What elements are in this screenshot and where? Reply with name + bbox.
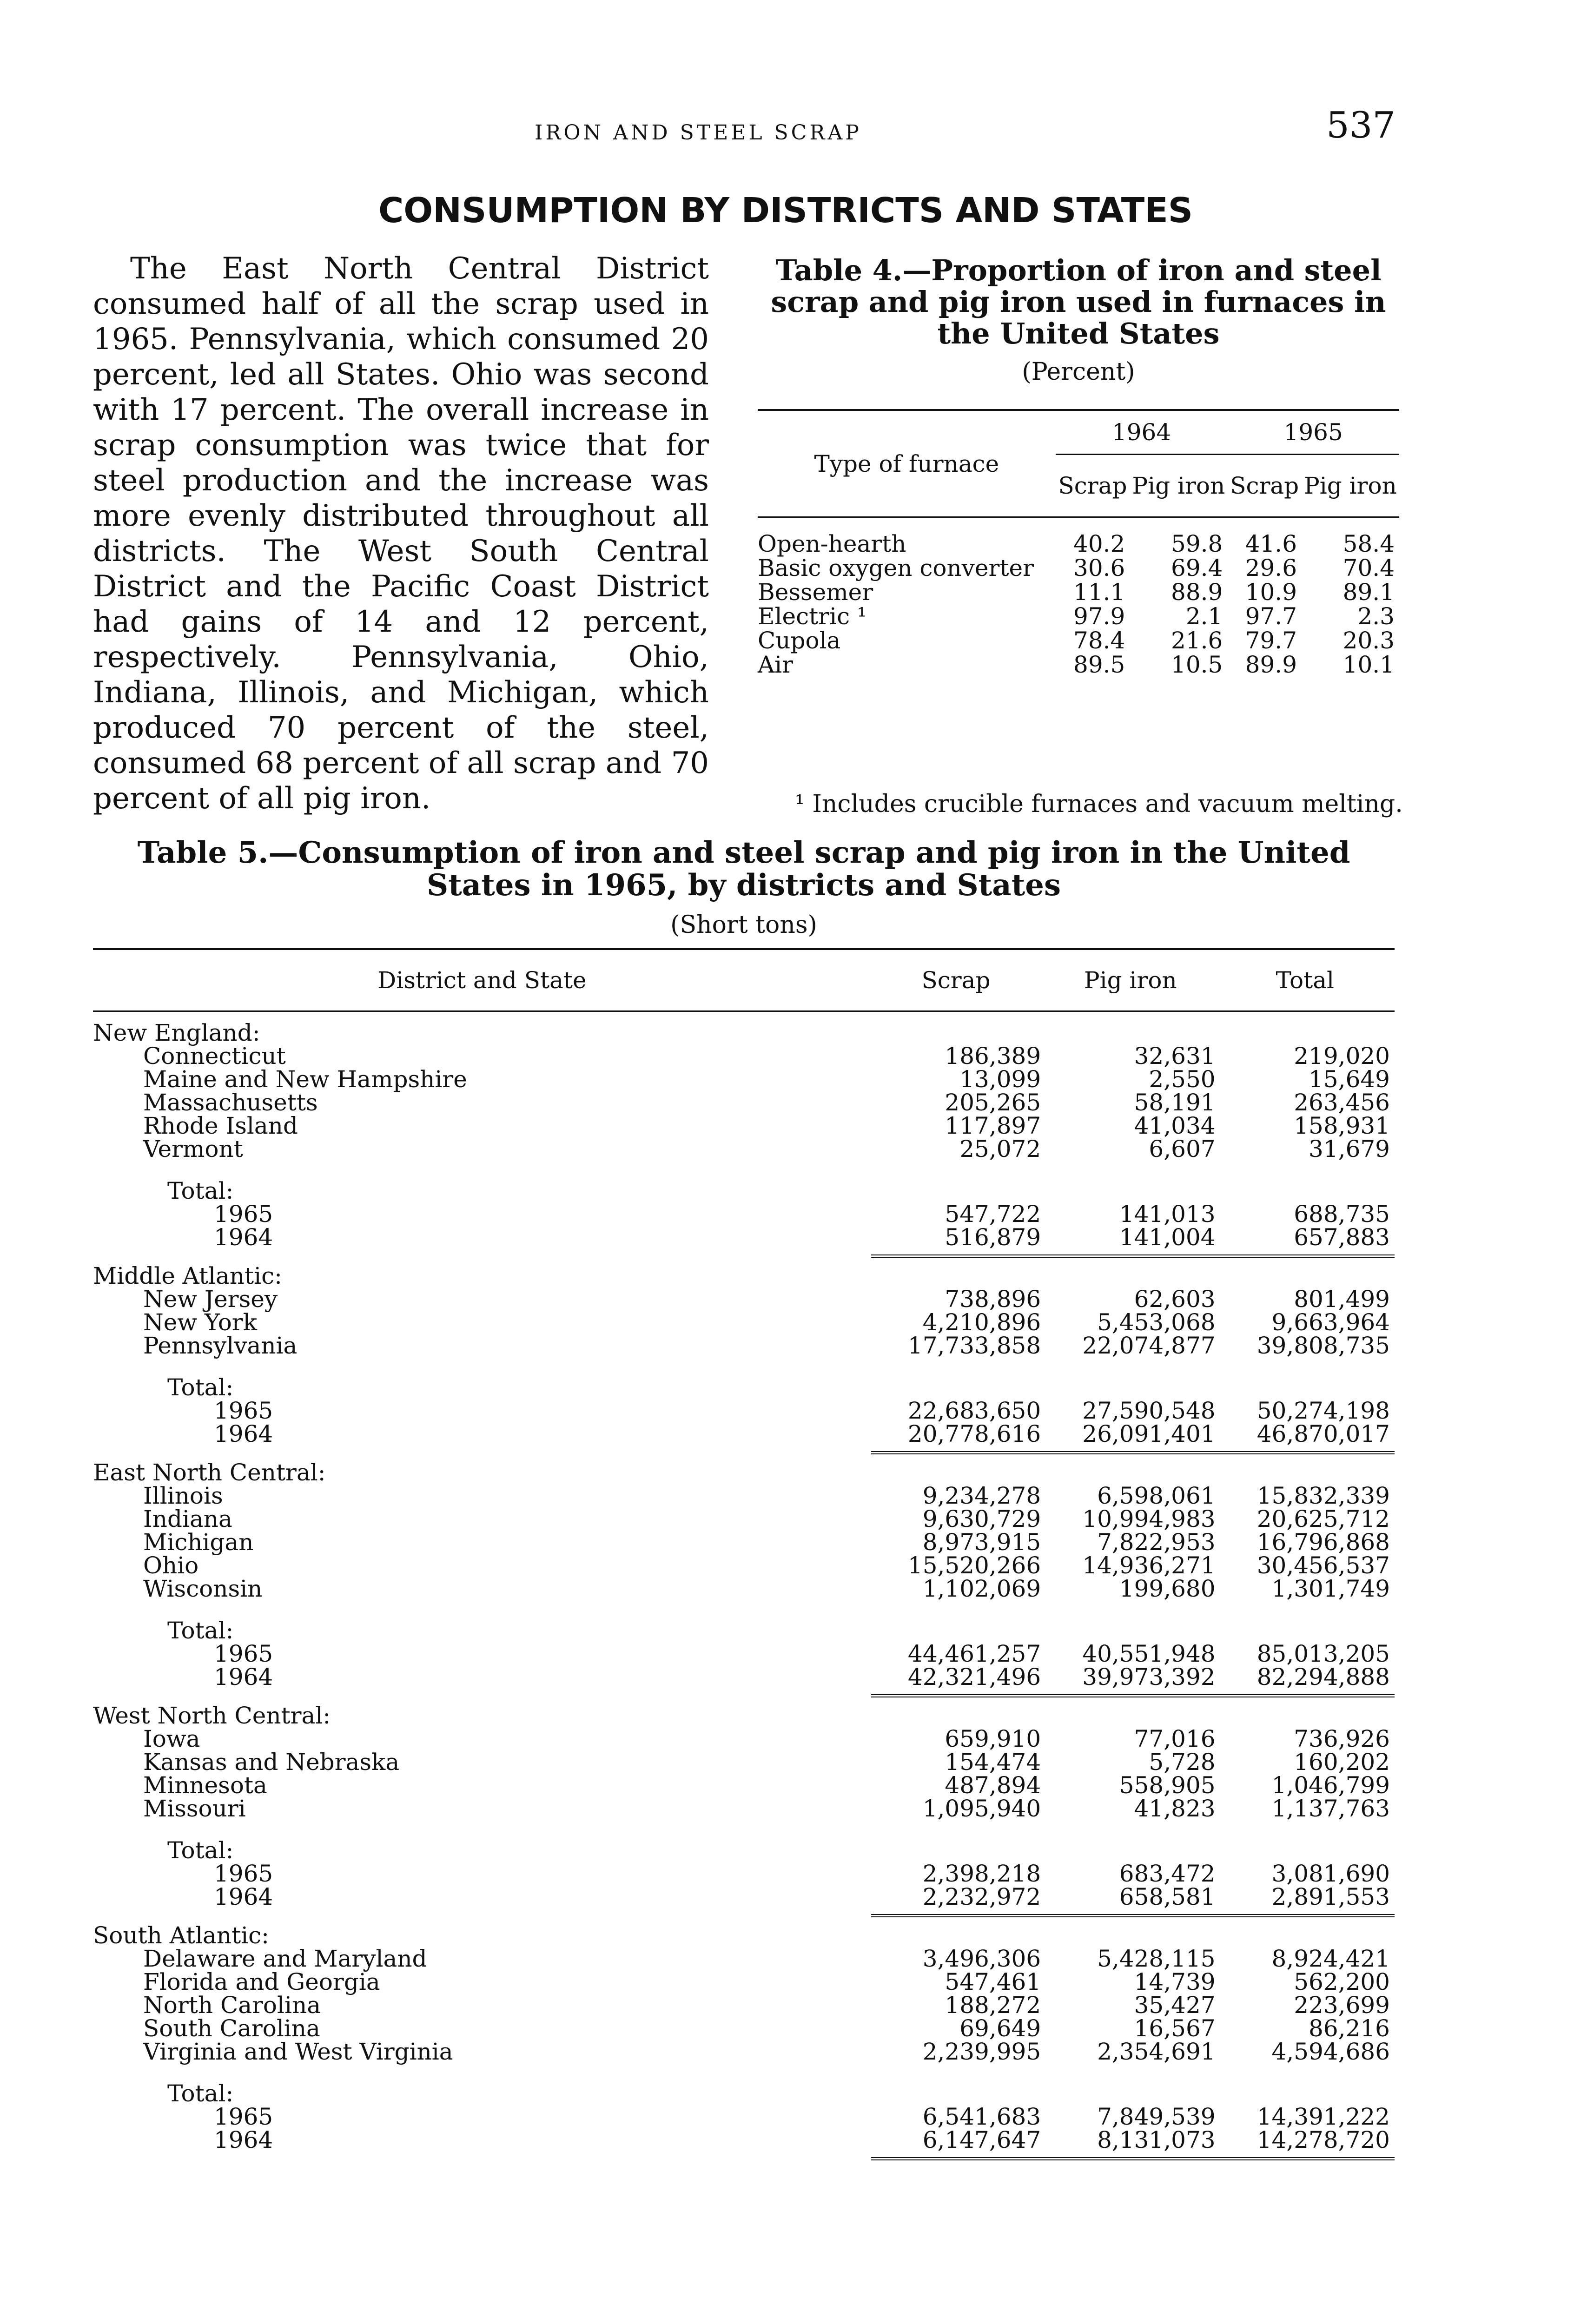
spacer-cell: [93, 1600, 1395, 1619]
state-row-cell: 15,649: [1309, 1066, 1390, 1093]
table4-row: [758, 653, 1399, 677]
table4-cell: 59.8: [1171, 530, 1223, 557]
total-label-row: [93, 1839, 1395, 1862]
state-row-label: Virginia and West Virginia: [143, 2038, 453, 2065]
total-row: [93, 2105, 1395, 2128]
total-row-label: 1964: [214, 1883, 273, 1910]
total-label-row: [93, 1179, 1395, 1202]
total-row-cell: 14,278,720: [1257, 2126, 1390, 2153]
total-row-cell: 6,147,647: [922, 2126, 1041, 2153]
state-row-cell: 69,649: [959, 2015, 1041, 2042]
state-row-label: Missouri: [143, 1795, 246, 1822]
spacer: [93, 1011, 1395, 1022]
total-row-cell: 20,778,616: [907, 1420, 1041, 1447]
state-row-label: Massachusetts: [143, 1089, 318, 1116]
state-row: [93, 1334, 1395, 1357]
total-row-cell: 26,091,401: [1082, 1420, 1216, 1447]
rule-blank: [93, 1249, 871, 1256]
state-row-cell: 1,137,763: [1271, 1795, 1390, 1822]
total-row-label: 1965: [214, 1640, 273, 1667]
state-row-cell: 158,931: [1294, 1112, 1390, 1139]
table4-unit: (Percent): [1022, 358, 1135, 386]
table4-cell: 88.9: [1171, 579, 1223, 606]
total-row-label: 1964: [214, 1420, 273, 1447]
table4-cell: 10.5: [1171, 651, 1223, 678]
state-row-cell: 30,456,537: [1257, 1552, 1390, 1579]
district-name: South Atlantic:: [93, 1922, 270, 1949]
state-row: [93, 1774, 1395, 1797]
district-name: Middle Atlantic:: [93, 1262, 282, 1289]
state-row-cell: 186,389: [945, 1043, 1041, 1070]
total-row-cell: 8,131,073: [1097, 2126, 1216, 2153]
state-row-cell: 31,679: [1309, 1136, 1390, 1162]
total-row-label: 1964: [214, 1224, 273, 1251]
table4-cell: 58.4: [1343, 530, 1395, 557]
state-row-label: Maine and New Hampshire: [143, 1066, 467, 1093]
state-row-cell: 86,216: [1309, 2015, 1390, 2042]
state-row-cell: 8,924,421: [1271, 1945, 1390, 1972]
total-row-cell: 516,879: [945, 1224, 1041, 1251]
spacer-cell: [93, 1011, 1395, 1022]
spacer: [93, 1256, 1395, 1265]
state-row-cell: 20,625,712: [1257, 1505, 1390, 1532]
state-row: [93, 1727, 1395, 1750]
state-row-cell: 154,474: [945, 1749, 1041, 1776]
state-row-label: Florida and Georgia: [143, 1968, 380, 1995]
table4-cell: 89.1: [1343, 579, 1395, 606]
spacer: [93, 2063, 1395, 2082]
table4-furnace-label: Cupola: [758, 627, 841, 654]
state-row-cell: 13,099: [959, 1066, 1041, 1093]
state-row: [93, 1507, 1395, 1531]
state-row-cell: 4,594,686: [1271, 2038, 1390, 2065]
state-row-label: Indiana: [143, 1505, 232, 1532]
state-row-cell: 5,453,068: [1097, 1309, 1216, 1336]
rule-blank: [93, 1908, 871, 1916]
state-row-label: Kansas and Nebraska: [143, 1749, 400, 1776]
state-row-cell: 62,603: [1134, 1286, 1216, 1313]
total-row: [93, 1422, 1395, 1446]
total-row: [93, 1665, 1395, 1689]
table4-cell: 97.7: [1245, 603, 1297, 630]
district-row: [93, 1704, 1395, 1727]
table4-furnace-label: Electric ¹: [758, 603, 867, 630]
state-row-cell: 205,265: [945, 1089, 1041, 1116]
total-row-cell: 44,461,257: [907, 1640, 1041, 1667]
table4-col-pig-1964: Pig iron: [1132, 472, 1225, 499]
state-row-label: Ohio: [143, 1552, 199, 1579]
state-row-label: New Jersey: [143, 1286, 278, 1313]
total-row: [93, 1202, 1395, 1226]
state-row-cell: 14,739: [1134, 1968, 1216, 1995]
district-row: [93, 1264, 1395, 1287]
total-row-cell: 27,590,548: [1082, 1397, 1216, 1424]
total-row-label: 1964: [214, 1664, 273, 1690]
state-row-cell: 32,631: [1134, 1043, 1216, 1070]
total-label-row: [93, 1376, 1395, 1399]
state-row-cell: 41,823: [1134, 1795, 1216, 1822]
state-row-cell: 25,072: [959, 1136, 1041, 1162]
total-label: Total:: [167, 2080, 234, 2107]
state-row-cell: 6,598,061: [1097, 1482, 1216, 1509]
total-row-cell: 547,722: [945, 1201, 1041, 1228]
total-row-cell: 2,891,553: [1271, 1883, 1390, 1910]
table4-cell: 10.1: [1343, 651, 1395, 678]
spacer: [93, 1357, 1395, 1376]
state-row: [93, 1531, 1395, 1554]
state-row-cell: 22,074,877: [1082, 1332, 1216, 1359]
total-label-row: [93, 1619, 1395, 1642]
total-row-cell: 141,013: [1119, 1201, 1216, 1228]
state-row-label: North Carolina: [143, 1992, 321, 2019]
state-row-cell: 547,461: [945, 1968, 1041, 1995]
state-row-cell: 9,663,964: [1271, 1309, 1390, 1336]
table4-cell: 2.3: [1357, 603, 1395, 630]
section-title: CONSUMPTION BY DISTRICTS AND STATES: [378, 191, 1193, 231]
total-row-cell: 39,973,392: [1082, 1664, 1216, 1690]
state-row-cell: 5,428,115: [1097, 1945, 1216, 1972]
district-row: [93, 1461, 1395, 1484]
rule-blank: [93, 1446, 871, 1453]
table4-cell: 69.4: [1171, 555, 1223, 581]
total-label-row: [93, 2082, 1395, 2105]
state-row-cell: 219,020: [1294, 1043, 1390, 1070]
state-row-label: Michigan: [143, 1529, 254, 1556]
spacer-cell: [93, 1256, 1395, 1265]
state-row-cell: 58,191: [1134, 1089, 1216, 1116]
table4-cell: 30.6: [1073, 555, 1125, 581]
total-row-label: 1965: [214, 2103, 273, 2130]
state-row: [93, 1137, 1395, 1161]
state-row-cell: 39,808,735: [1257, 1332, 1390, 1359]
table4-cell: 79.7: [1245, 627, 1297, 654]
table4-row: [758, 517, 1399, 556]
state-row-cell: 10,994,983: [1082, 1505, 1216, 1532]
state-row-label: Vermont: [143, 1136, 243, 1162]
total-row-cell: 50,274,198: [1257, 1397, 1390, 1424]
table5-unit: (Short tons): [670, 911, 817, 939]
state-row-cell: 659,910: [945, 1725, 1041, 1752]
table5-title: Table 5.—Consumption of iron and steel scrap and pig iron in the United States in 1965, by districts and States: [137, 835, 1350, 903]
state-row: [93, 1311, 1395, 1334]
spacer-cell: [93, 2063, 1395, 2082]
total-row-cell: 7,849,539: [1097, 2103, 1216, 2130]
page-number: 537: [1326, 105, 1395, 146]
total-row-label: 1965: [214, 1397, 273, 1424]
spacer: [93, 1916, 1395, 1924]
state-row: [93, 1797, 1395, 1820]
table4-cell: 89.5: [1073, 651, 1125, 678]
total-row-label: 1965: [214, 1860, 273, 1887]
intro-paragraph: The East North Central District consumed half of all the scrap used in 1965. Pennsylvania, which consumed 20 percent, led all States. Ohio was second with 17 percent. The overall increase in scrap consumption was twice that for steel production and the increase was more evenly distributed throughout all districts. The West South Central District and the Pacific Coast District had gains of 14 and 12 percent, respectively. Pennsylvania, Ohio, Indiana, Illinois, and Michigan, which produced 70 percent of the steel, consumed 68 percent of all scrap and 70 percent of all pig iron.: [93, 251, 709, 816]
total-row-cell: 3,081,690: [1271, 1860, 1390, 1887]
state-row: [93, 2040, 1395, 2063]
total-row: [93, 1226, 1395, 1249]
state-row-cell: 77,016: [1134, 1725, 1216, 1752]
state-row: [93, 1750, 1395, 1774]
state-row-cell: 1,301,749: [1271, 1575, 1390, 1602]
total-row-cell: 141,004: [1119, 1224, 1216, 1251]
state-row-label: Connecticut: [143, 1043, 286, 1070]
table4-col-scrap-1965: Scrap: [1230, 472, 1299, 499]
table4-furnace-label: Basic oxygen converter: [758, 555, 1034, 581]
total-row: [93, 1642, 1395, 1665]
state-row-cell: 1,102,069: [922, 1575, 1041, 1602]
state-row-label: South Carolina: [143, 2015, 320, 2042]
district-row: [93, 1924, 1395, 1947]
state-row-cell: 35,427: [1134, 1992, 1216, 2019]
spacer-cell: [93, 1161, 1395, 1179]
spacer: [93, 1820, 1395, 1839]
table5-col-pig: Pig iron: [1084, 967, 1177, 994]
district-name: New England:: [93, 1019, 260, 1046]
table4-cell: 97.9: [1073, 603, 1125, 630]
state-row: [93, 1068, 1395, 1091]
state-row: [93, 1554, 1395, 1577]
total-row-cell: 683,472: [1119, 1860, 1216, 1887]
state-row-label: Minnesota: [143, 1772, 267, 1799]
state-row-cell: 15,520,266: [907, 1552, 1041, 1579]
table4-cell: 89.9: [1245, 651, 1297, 678]
district-name: West North Central:: [93, 1702, 331, 1729]
total-row: [93, 1862, 1395, 1885]
table4-year-1965: 1965: [1227, 410, 1399, 455]
state-row-cell: 487,894: [945, 1772, 1041, 1799]
total-row-cell: 22,683,650: [907, 1397, 1041, 1424]
table5-col-district: District and State: [377, 967, 587, 994]
spacer-cell: [93, 1357, 1395, 1376]
state-row-label: Wisconsin: [143, 1575, 263, 1602]
table4-cell: 21.6: [1171, 627, 1223, 654]
state-row-cell: 558,905: [1119, 1772, 1216, 1799]
table4-year-1964: 1964: [1056, 410, 1228, 455]
total-row-cell: 2,398,218: [922, 1860, 1041, 1887]
state-row-label: Rhode Island: [143, 1112, 298, 1139]
table4-title: Table 4.—Proportion of iron and steel scrap and pig iron used in furnaces in the United States: [771, 253, 1386, 350]
district-row: [93, 1021, 1395, 1044]
state-row: [93, 1091, 1395, 1114]
table4-footnote: ¹ Includes crucible furnaces and vacuum melting.: [795, 790, 1403, 818]
total-row-cell: 6,541,683: [922, 2103, 1041, 2130]
state-row-cell: 223,699: [1294, 1992, 1390, 2019]
table5-col-total: Total: [1276, 967, 1335, 994]
district-name: East North Central:: [93, 1459, 326, 1486]
rule-blank: [93, 1689, 871, 1696]
total-row: [93, 1885, 1395, 1908]
table4-furnace-label: Open-hearth: [758, 530, 906, 557]
state-row: [93, 1484, 1395, 1507]
table4-furnace-label: Bessemer: [758, 579, 873, 606]
spacer: [93, 1600, 1395, 1619]
state-row-cell: 5,728: [1149, 1749, 1216, 1776]
table4-cell: 40.2: [1073, 530, 1125, 557]
total-row-cell: 85,013,205: [1257, 1640, 1390, 1667]
total-label: Total:: [167, 1374, 234, 1401]
state-row-cell: 1,046,799: [1271, 1772, 1390, 1799]
table4-cell: 11.1: [1073, 579, 1125, 606]
total-row-label: 1964: [214, 2126, 273, 2153]
state-row-cell: 9,630,729: [922, 1505, 1041, 1532]
state-row: [93, 1970, 1395, 1994]
state-row: [93, 1044, 1395, 1068]
rule-blank: [93, 2152, 871, 2159]
state-row-cell: 15,832,339: [1257, 1482, 1390, 1509]
total-row-label: 1965: [214, 1201, 273, 1228]
state-row-cell: 1,095,940: [922, 1795, 1041, 1822]
state-row: [93, 1947, 1395, 1970]
state-row-cell: 6,607: [1149, 1136, 1216, 1162]
running-title: IRON AND STEEL SCRAP: [535, 121, 862, 145]
spacer-cell: [93, 1820, 1395, 1839]
table4: [758, 409, 1399, 677]
state-row-cell: 17,733,858: [907, 1332, 1041, 1359]
state-row-cell: 2,354,691: [1097, 2038, 1216, 2065]
state-row-cell: 188,272: [945, 1992, 1041, 2019]
table4-cell: 10.9: [1245, 579, 1297, 606]
state-row-cell: 3,496,306: [922, 1945, 1041, 1972]
state-row-cell: 117,897: [945, 1112, 1041, 1139]
state-row-label: Iowa: [143, 1725, 200, 1752]
total-row-cell: 2,232,972: [922, 1883, 1041, 1910]
table4-row: [758, 556, 1399, 580]
state-row-cell: 2,239,995: [922, 2038, 1041, 2065]
table4-row: [758, 580, 1399, 604]
state-row-cell: 801,499: [1294, 1286, 1390, 1313]
state-row-label: Delaware and Maryland: [143, 1945, 427, 1972]
state-row-cell: 263,456: [1294, 1089, 1390, 1116]
total-label: Total:: [167, 1837, 234, 1864]
table4-cell: 78.4: [1073, 627, 1125, 654]
total-row-cell: 657,883: [1294, 1224, 1390, 1251]
spacer-cell: [93, 1916, 1395, 1924]
total-row-cell: 42,321,496: [907, 1664, 1041, 1690]
table4-col-pig-1965: Pig iron: [1304, 472, 1397, 499]
table4-cell: 70.4: [1343, 555, 1395, 581]
state-row-cell: 160,202: [1294, 1749, 1390, 1776]
state-row-cell: 199,680: [1119, 1575, 1216, 1602]
table4-cell: 41.6: [1245, 530, 1297, 557]
state-row-label: Illinois: [143, 1482, 223, 1509]
table5-col-scrap: Scrap: [921, 967, 991, 994]
total-row-cell: 14,391,222: [1257, 2103, 1390, 2130]
state-row-cell: 2,550: [1149, 1066, 1216, 1093]
total-row: [93, 2128, 1395, 2152]
state-row-cell: 16,567: [1134, 2015, 1216, 2042]
total-row-cell: 82,294,888: [1257, 1664, 1390, 1690]
total-row-cell: 658,581: [1119, 1883, 1216, 1910]
table4-col-scrap-1964: Scrap: [1058, 472, 1127, 499]
total-row-cell: 46,870,017: [1257, 1420, 1390, 1447]
total-row-cell: 688,735: [1294, 1201, 1390, 1228]
table4-furnace-label: Air: [758, 651, 794, 678]
state-row-cell: 9,234,278: [922, 1482, 1041, 1509]
table5: [93, 948, 1395, 2160]
table4-row: [758, 604, 1399, 628]
state-row-cell: 736,926: [1294, 1725, 1390, 1752]
state-row-cell: 562,200: [1294, 1968, 1390, 1995]
total-row: [93, 1399, 1395, 1422]
state-row: [93, 1994, 1395, 2017]
state-row-cell: 14,936,271: [1082, 1552, 1216, 1579]
state-row-cell: 738,896: [945, 1286, 1041, 1313]
spacer: [93, 1161, 1395, 1179]
state-row-label: Pennsylvania: [143, 1332, 298, 1359]
table4-row: [758, 628, 1399, 653]
state-row: [93, 2017, 1395, 2040]
state-row-cell: 16,796,868: [1257, 1529, 1390, 1556]
state-row-label: New York: [143, 1309, 257, 1336]
state-row-cell: 8,973,915: [922, 1529, 1041, 1556]
state-row-cell: 7,822,953: [1097, 1529, 1216, 1556]
state-row-cell: 4,210,896: [922, 1309, 1041, 1336]
state-row: [93, 1114, 1395, 1137]
table4-col-type: Type of furnace: [814, 450, 999, 477]
table4-cell: 29.6: [1245, 555, 1297, 581]
table4-cell: 2.1: [1185, 603, 1223, 630]
total-row-cell: 40,551,948: [1082, 1640, 1216, 1667]
total-label: Total:: [167, 1177, 234, 1204]
state-row: [93, 1577, 1395, 1600]
total-label: Total:: [167, 1617, 234, 1644]
state-row-cell: 41,034: [1134, 1112, 1216, 1139]
table4-cell: 20.3: [1343, 627, 1395, 654]
state-row: [93, 1287, 1395, 1311]
